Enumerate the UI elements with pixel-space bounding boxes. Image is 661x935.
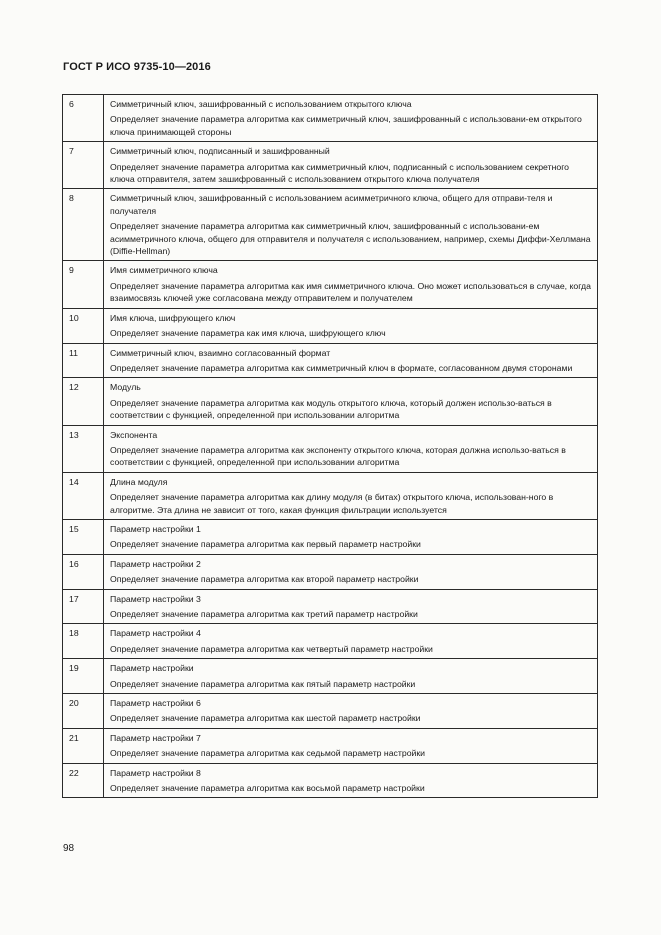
row-content <box>104 589 598 624</box>
table-row <box>63 589 598 624</box>
row-description: Определяет значение параметра алгоритма как симметричный ключ, зашифрованный с использовани-ем асимметричного ключа, общего для отправителя и получателя с использованием, например, схемы Диффи-Хеллмана (Diffie-Hellman) <box>110 221 591 257</box>
row-number: 22 <box>63 763 104 798</box>
page-number: 98 <box>63 843 75 854</box>
table-row <box>63 694 598 729</box>
table-row <box>63 189 598 261</box>
row-content <box>104 261 598 308</box>
row-description: Определяет значение параметра алгоритма как первый параметр настройки <box>110 539 421 550</box>
table-row <box>63 728 598 763</box>
row-content <box>104 659 598 694</box>
row-number: 21 <box>63 728 104 763</box>
row-content <box>104 95 598 142</box>
row-number: 19 <box>63 659 104 694</box>
table-row <box>63 659 598 694</box>
row-description: Определяет значение параметра алгоритма как второй параметр настройки <box>110 574 419 585</box>
row-title: Модуль <box>110 382 141 393</box>
parameters-table <box>62 94 598 798</box>
row-title: Симметричный ключ, взаимно согласованный формат <box>110 347 331 358</box>
row-description: Определяет значение параметра алгоритма как шестой параметр настройки <box>110 713 421 724</box>
row-title: Имя ключа, шифрующего ключ <box>110 312 236 323</box>
row-content <box>104 472 598 519</box>
row-description: Определяет значение параметра алгоритма как симметричный ключ, зашифрованный с использовани-ем открытого ключа принимающей стороны <box>110 114 582 137</box>
row-content <box>104 763 598 798</box>
row-number: 13 <box>63 425 104 472</box>
row-title: Параметр настройки 2 <box>110 558 201 569</box>
row-description: Определяет значение параметра алгоритма как модуль открытого ключа, который должен использо-ваться в соответствии с функцией, определенной при использовании алгоритма <box>110 397 552 421</box>
row-content <box>104 624 598 659</box>
table-row <box>63 425 598 472</box>
row-number: 10 <box>63 308 104 343</box>
document-header: ГОСТ Р ИСО 9735-10—2016 <box>63 61 211 73</box>
table-row <box>63 519 598 554</box>
row-description: Определяет значение параметра алгоритма как третий параметр настройки <box>110 609 418 619</box>
parameters-table-body <box>63 95 598 798</box>
table-row <box>63 142 598 189</box>
row-description: Определяет значение параметра алгоритма как длину модуля (в битах) открытого ключа, использован-ного в алгоритме. Эта длина не зависит от того, какая функция фильтрации используется <box>110 492 554 515</box>
row-content <box>104 554 598 589</box>
row-number: 6 <box>63 95 104 142</box>
row-description: Определяет значение параметра алгоритма как симметричный ключ, подписанный с использованием секретного ключа отправителя, затем зашифрованный с использованием открытого ключа получателя <box>110 161 570 185</box>
row-title: Длина модуля <box>110 476 168 487</box>
row-title: Параметр настройки 6 <box>110 698 201 709</box>
row-content <box>104 142 598 189</box>
row-description: Определяет значение параметра алгоритма как седьмой параметр настройки <box>110 748 426 759</box>
row-title: Симметричный ключ, зашифрованный с использованием открытого ключа <box>110 99 412 109</box>
table-row <box>63 261 598 308</box>
row-number: 8 <box>63 189 104 261</box>
row-content <box>104 519 598 554</box>
row-number: 11 <box>63 343 104 378</box>
row-title: Параметр настройки 4 <box>110 628 201 639</box>
row-title: Параметр настройки <box>110 663 194 674</box>
table-row <box>63 554 598 589</box>
row-content <box>104 343 598 378</box>
row-title: Параметр настройки 7 <box>110 732 201 743</box>
row-number: 20 <box>63 694 104 729</box>
table-row <box>63 378 598 425</box>
row-number: 7 <box>63 142 104 189</box>
row-number: 17 <box>63 589 104 624</box>
row-content <box>104 425 598 472</box>
row-description: Определяет значение параметра алгоритма как пятый параметр настройки <box>110 678 416 689</box>
row-number: 15 <box>63 519 104 554</box>
row-content <box>104 308 598 343</box>
row-title: Параметр настройки 3 <box>110 593 201 604</box>
row-content <box>104 378 598 425</box>
row-title: Симметричный ключ, зашифрованный с использованием асимметричного ключа, общего для отправи-теля и получателя <box>110 193 553 216</box>
row-description: Определяет значение параметра алгоритма как экспоненту открытого ключа, которая должна использо-ваться в соответствии с функцией, определенной при использовании алгоритма <box>110 444 566 468</box>
row-content <box>104 189 598 261</box>
table-row <box>63 95 598 142</box>
row-title: Симметричный ключ, подписанный и зашифрованный <box>110 146 330 157</box>
row-title: Параметр настройки 1 <box>110 523 201 534</box>
row-title: Параметр настройки 8 <box>110 767 201 778</box>
row-description: Определяет значение параметра как имя ключа, шифрующего ключ <box>110 328 386 339</box>
row-number: 16 <box>63 554 104 589</box>
row-content <box>104 694 598 729</box>
row-number: 14 <box>63 472 104 519</box>
row-title: Имя симметричного ключа <box>110 265 218 276</box>
row-description: Определяет значение параметра алгоритма как симметричный ключ в формате, согласованном двумя сторонами <box>110 362 573 373</box>
table-row <box>63 343 598 378</box>
row-number: 9 <box>63 261 104 308</box>
row-description: Определяет значение параметра алгоритма как четвертый параметр настройки <box>110 643 433 654</box>
row-description: Определяет значение параметра алгоритма как имя симметричного ключа. Оно может использоваться в случае, когда взаимосвязь ключей уже согласована между отправителем и получателем <box>110 280 591 304</box>
row-title: Экспонента <box>110 429 158 440</box>
row-number: 12 <box>63 378 104 425</box>
row-number: 18 <box>63 624 104 659</box>
table-row <box>63 763 598 798</box>
table-row <box>63 624 598 659</box>
row-description: Определяет значение параметра алгоритма как восьмой параметр настройки <box>110 783 425 794</box>
table-row <box>63 472 598 519</box>
row-content <box>104 728 598 763</box>
table-row <box>63 308 598 343</box>
